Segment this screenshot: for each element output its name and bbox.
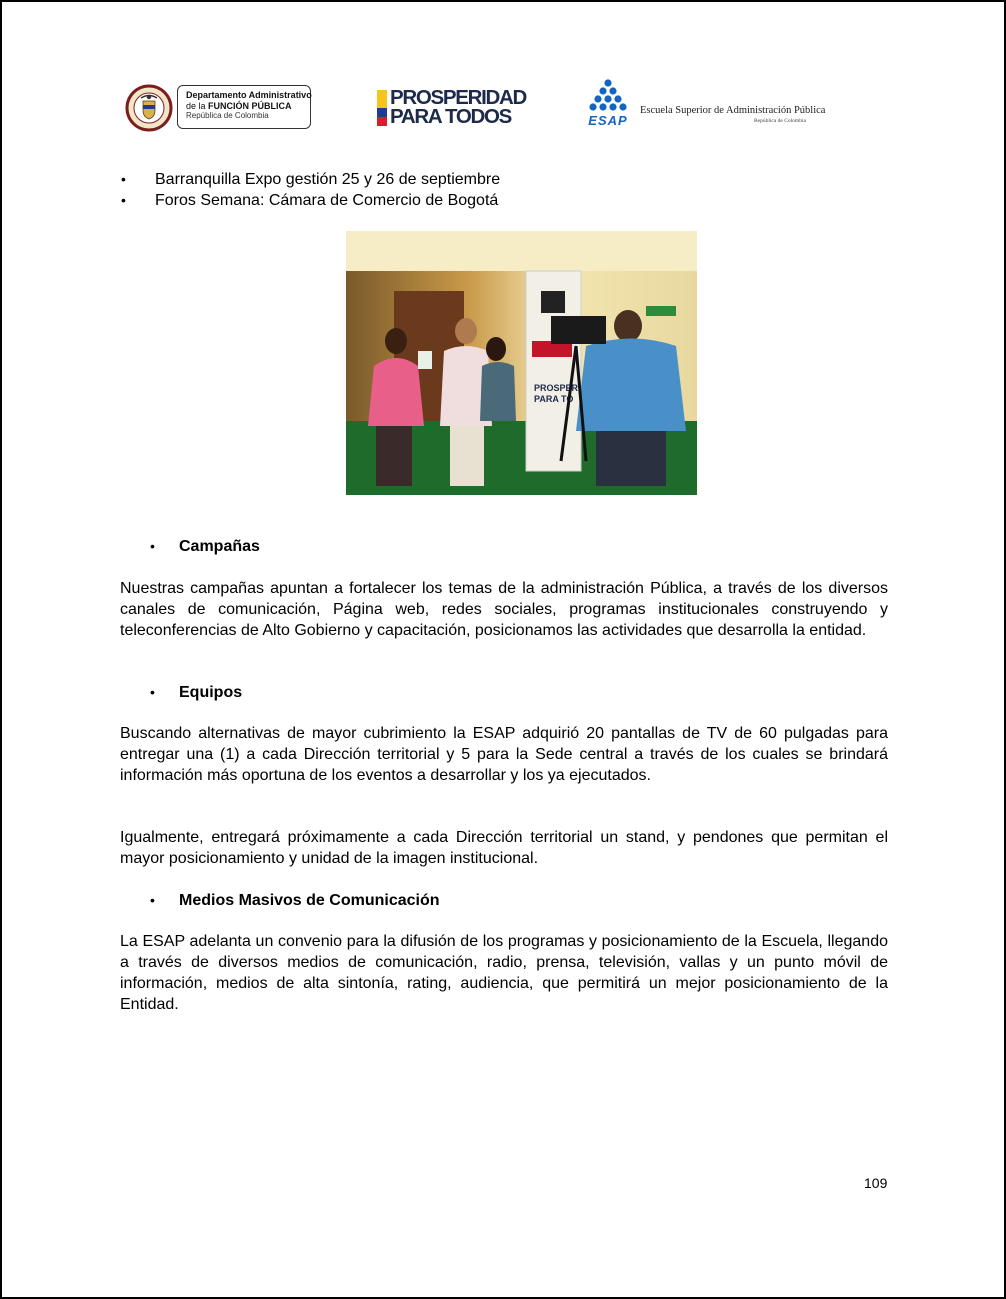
interview-photo-image [346, 231, 697, 495]
bullet-icon: • [150, 538, 155, 554]
list-item-text: Foros Semana: Cámara de Comercio de Bogotá [155, 192, 499, 209]
esap-acronym: ESAP [588, 113, 628, 128]
prosperidad-logo [377, 88, 529, 130]
paragraph: Igualmente, entregará próximamente a cada Dirección territorial un stand, y pendones que permitan el mayor posicionamiento y unidad de la imagen institucional. [120, 829, 888, 867]
banner-text-line-1: PROSPER [534, 383, 579, 393]
dafp-logo [125, 82, 315, 134]
paragraph: La ESAP adelanta un convenio para la difusión de los programas y posicionamiento de la Escuela, llegando a través de diversos medios de comunicación, radio, prensa, televisión, vallas y un punto móvil de información, medios de alta sintonía, rating, audiencia, que permitirá un mejor posicionamiento de la Entidad. [120, 933, 888, 1013]
event-photo [346, 231, 697, 495]
prosperidad-text [390, 88, 530, 126]
section-heading-text: Equipos [179, 684, 243, 701]
esap-pyramid-icon [582, 79, 634, 113]
dafp-line-2 [186, 101, 310, 112]
bullet-icon: • [121, 192, 126, 208]
section-heading-text: Medios Masivos de Comunicación [179, 892, 440, 909]
dafp-line-3: República de Colombia [186, 111, 269, 120]
paragraph: Nuestras campañas apuntan a fortalecer los temas de la administración Pública, a través de los diversos canales de comunicación, Página web, redes sociales, programas institucionales construyendo y teleconferencias de Alto Gobierno y capacitación, posicionamos las actividades que desarrolla la entidad. [120, 580, 888, 639]
esap-subtitle: República de Colombia [754, 118, 806, 124]
bullet-icon: • [150, 892, 155, 908]
prosperidad-line-1: PROSPERIDAD [390, 86, 527, 109]
bullet-icon: • [150, 684, 155, 700]
dafp-line-2-prefix: de la [186, 100, 209, 111]
page-number: 109 [864, 1175, 888, 1191]
paragraph: Buscando alternativas de mayor cubrimiento la ESAP adquirió 20 pantallas de TV de 60 pulgadas para entregar una (1) a cada Dirección territorial y 5 para la Sede central a través de los cuales se brindará información más oportuna de los eventos a desarrollar y los ya ejecutados. [120, 725, 888, 784]
esap-logo [582, 79, 826, 129]
dafp-text-box [177, 85, 311, 129]
banner-text-line-2: PARA TO [534, 394, 574, 404]
list-item-text: Barranquilla Expo gestión 25 y 26 de septiembre [155, 171, 501, 188]
esap-name: Escuela Superior de Administración Pública [640, 105, 826, 116]
bullet-icon: • [121, 171, 126, 187]
dafp-line-2-bold: FUNCIÓN PÚBLICA [208, 100, 292, 111]
colombia-seal-icon [125, 82, 173, 134]
colombia-flag-icon [377, 90, 387, 126]
section-heading-text: Campañas [179, 538, 260, 555]
prosperidad-line-2: PARA TODOS [390, 105, 512, 128]
dafp-line-1: Departamento Administrativo [186, 90, 312, 100]
